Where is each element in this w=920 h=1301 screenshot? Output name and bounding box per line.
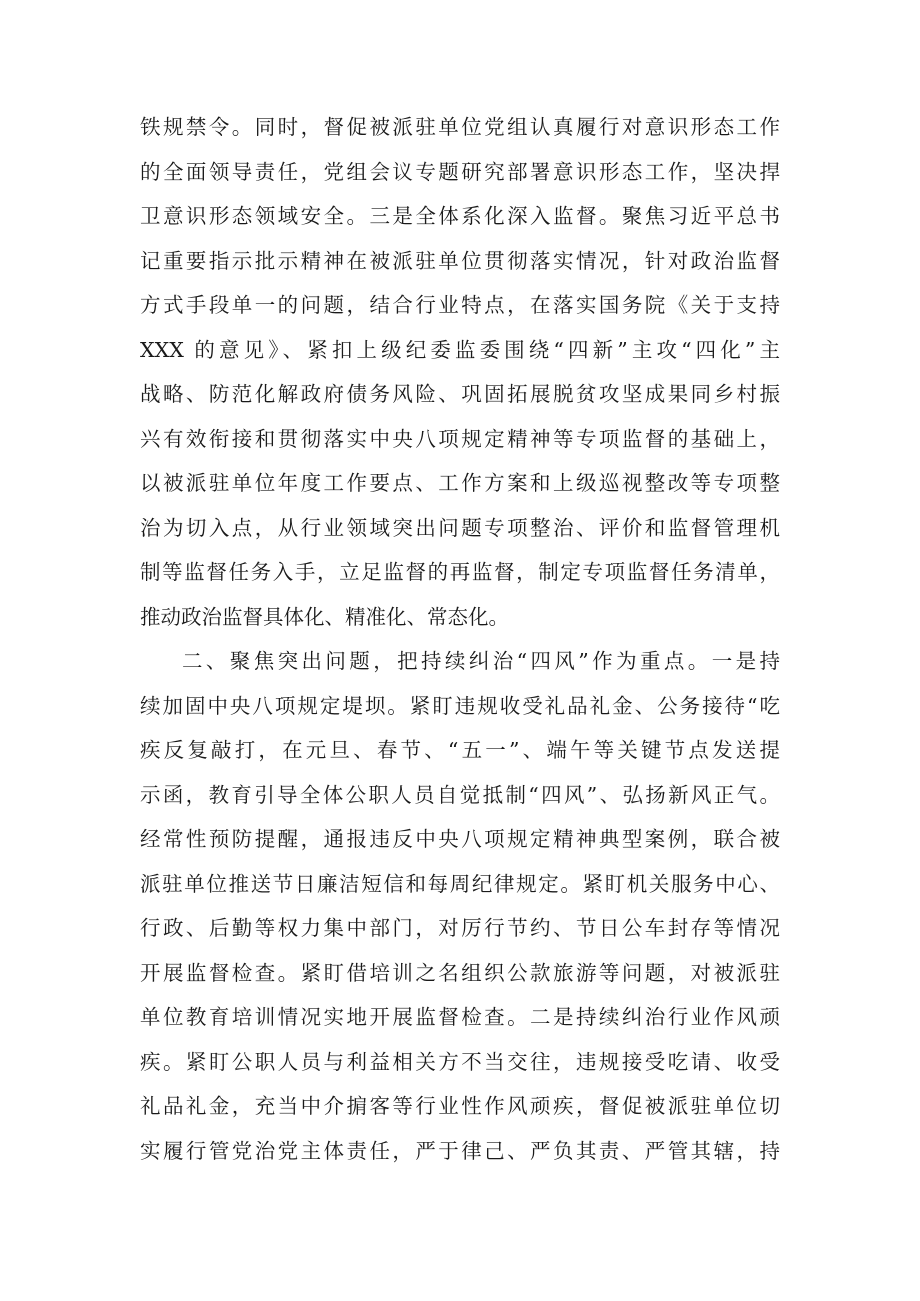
text-line: 战略、防范化解政府债务风险、巩固拓展脱贫攻坚成果同乡村振 xyxy=(140,382,780,406)
text-line: 记重要指示批示精神在被派驻单位贯彻落实情况，针对政治监督 xyxy=(140,248,780,273)
paragraph-1 xyxy=(140,105,780,639)
text-line: 制等监督任务入手，立足监督的再监督，制定专项监督任务清单， xyxy=(140,560,780,584)
text-line: 续加固中央八项规定堤坝。紧盯违规收受礼品礼金、公务接待“吃 xyxy=(140,693,780,718)
text-line: 的全面领导责任，党组会议专题研究部署意识形态工作，坚决捍 xyxy=(140,159,780,184)
text-line: 疾。紧盯公职人员与利益相关方不当交往，违规接受吃请、收受 xyxy=(140,1049,780,1074)
text-line: 派驻单位推送节日廉洁短信和每周纪律规定。紧盯机关服务中心、 xyxy=(140,871,780,896)
text-line: 以被派驻单位年度工作要点、工作方案和上级巡视整改等专项整 xyxy=(140,471,780,495)
text-line: 单位教育培训情况实地开展监督检查。二是持续纠治行业作风顽 xyxy=(140,1005,780,1029)
text-line: 治为切入点，从行业领域突出问题专项整治、评价和监督管理机 xyxy=(140,515,780,540)
text-line: 方式手段单一的问题，结合行业特点，在落实国务院《关于支持 xyxy=(140,293,780,317)
text-line: 铁规禁令。同时，督促被派驻单位党组认真履行对意识形态工作 xyxy=(140,115,780,139)
text-line: 推动政治监督具体化、精准化、常态化。 xyxy=(140,604,509,629)
text-line: 经常性预防提醒，通报违反中央八项规定精神典型案例，联合被 xyxy=(140,827,780,851)
text-line: 行政、后勤等权力集中部门，对厉行节约、节日公车封存等情况 xyxy=(140,916,780,940)
text-line: 开展监督检查。紧盯借培训之名组织公款旅游等问题，对被派驻 xyxy=(140,960,780,985)
paragraph-2 xyxy=(140,639,780,1173)
text-line: 卫意识形态领域安全。三是全体系化深入监督。聚焦习近平总书 xyxy=(140,204,780,228)
text-line: 疾反复敲打，在元旦、春节、“五一”、端午等关键节点发送提 xyxy=(140,738,780,762)
text-line: 兴有效衔接和贯彻落实中央八项规定精神等专项监督的基础上， xyxy=(140,426,780,451)
text-line: XXX 的意见》、紧扣上级纪委监委围绕“四新”主攻“四化”主 xyxy=(140,337,780,362)
text-line: 礼品礼金，充当中介掮客等行业性作风顽疾，督促被派驻单位切 xyxy=(140,1094,780,1118)
document-body xyxy=(140,105,780,1173)
text-line: 二、聚焦突出问题，把持续纠治“四风”作为重点。一是持 xyxy=(182,649,780,673)
text-line: 实履行管党治党主体责任，严于律己、严负其责、严管其辖，持 xyxy=(140,1138,780,1163)
text-line: 示函，教育引导全体公职人员自觉抵制“四风”、弘扬新风正气。 xyxy=(140,782,780,807)
